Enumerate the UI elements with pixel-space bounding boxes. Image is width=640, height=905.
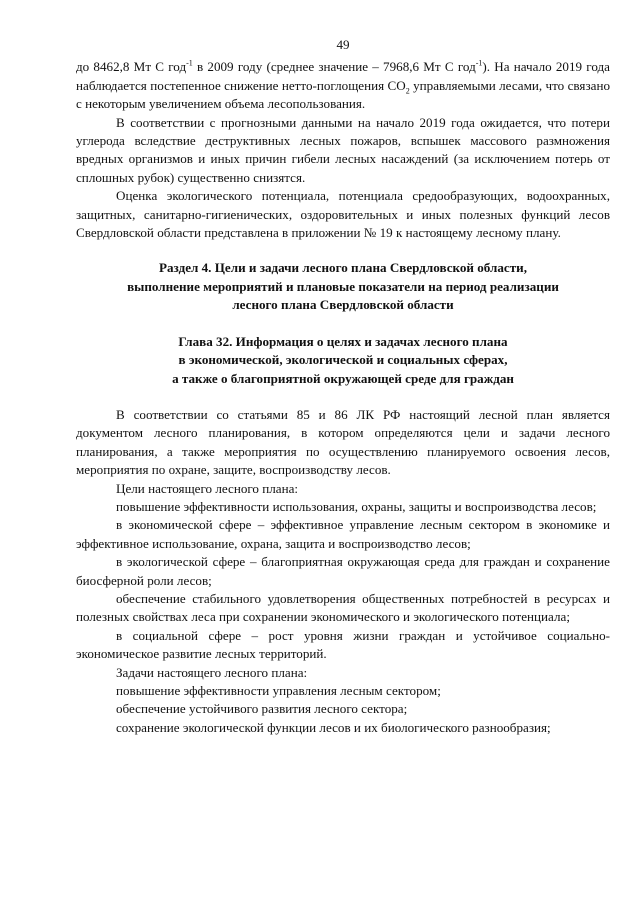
intro-paragraph-2: В соответствии с прогнозными данными на начало 2019 года ожидается, что потери углерода вследствие деструктивных лесных пожаров, вспышек массового размножения вредных организмов и иных причин гибели лесных насаждений (за исключением потерь от сплошных рубок) существенно снизятся. xyxy=(76,114,610,185)
task-item: сохранение экологической функции лесов и их биологического разнообразия; xyxy=(116,719,551,735)
section-heading-line-1: Раздел 4. Цели и задачи лесного плана Свердловской области, xyxy=(159,260,527,276)
intro-p1-sup1: -1 xyxy=(186,59,193,69)
tasks-title: Задачи настоящего лесного плана: xyxy=(116,664,308,680)
task-item: обеспечение устойчивого развития лесного сектора; xyxy=(116,701,408,717)
body-paragraph-1: В соответствии со статьями 85 и 86 ЛК РФ настоящий лесной план является документом лесного планирования, в котором определяются цели и задачи лесного планирования, а также мероприятия по осуществлению планируемого освоения лесов, мероприятия по охране, защите, воспроизводству лесов. xyxy=(76,406,610,478)
intro-paragraph-3: Оценка экологического потенциала, потенциала средообразующих, водоохранных, защитных, санитарно-гигиенических, оздоровительных и иных полезных функций лесов Свердловской области представлена в приложении № 19 к настоящему лесному плану. xyxy=(76,188,610,241)
intro-p1-sup2: -1 xyxy=(475,59,483,69)
goals-title: Цели настоящего лесного плана: xyxy=(116,480,299,496)
goal-item: обеспечение стабильного удовлетворения общественных потребностей в ресурсах и полезных свойствах леса при сохранении экономического и экологического потенциала; xyxy=(76,590,610,625)
intro-p1-pre: до 8462,8 Мт С год xyxy=(76,59,187,75)
goal-item: в экологической сфере – благоприятная окружающая среда для граждан и сохранение биосферной роли лесов; xyxy=(76,554,610,588)
task-item: повышение эффективности управления лесным сектором; xyxy=(116,683,441,698)
intro-p1-sub: 2 xyxy=(405,86,410,96)
chapter-heading-line-2: в экономической, экологической и социальных сферах, xyxy=(178,352,508,368)
section-heading-line-3: лесного плана Свердловской области xyxy=(232,297,454,313)
intro-p1-post: ). На начало 2019 года наблюдается постепенное снижение нетто-поглощения СО xyxy=(76,59,610,93)
intro-p1-end: управляемыми лесами, что связано с некоторым увеличением объема лесопользования. xyxy=(76,77,610,112)
chapter-heading-line-3: а также о благоприятной окружающей среде для граждан xyxy=(172,370,514,386)
intro-p1-mid: в 2009 году (среднее значение – 7968,6 Мт С год xyxy=(192,59,476,75)
goal-item: повышение эффективности использования, охраны, защиты и воспроизводства лесов; xyxy=(116,498,597,514)
goal-item: в социальной сфере – рост уровня жизни граждан и устойчивое социально-экономическое развитие лесных территорий. xyxy=(76,627,610,662)
section-heading xyxy=(76,259,610,314)
chapter-heading-line-1: Глава 32. Информация о целях и задачах лесного плана xyxy=(178,333,508,349)
goal-item: в экономической сфере – эффективное управление лесным сектором в экономике и эффективное использование, охрана, защита и воспроизводство лесов; xyxy=(76,517,610,551)
document-page xyxy=(76,36,610,737)
chapter-heading xyxy=(76,333,610,388)
section-heading-line-2: выполнение мероприятий и плановые показатели на период реализации xyxy=(127,278,559,294)
page-number: 49 xyxy=(336,37,350,52)
intro-paragraph-1 xyxy=(76,58,610,113)
